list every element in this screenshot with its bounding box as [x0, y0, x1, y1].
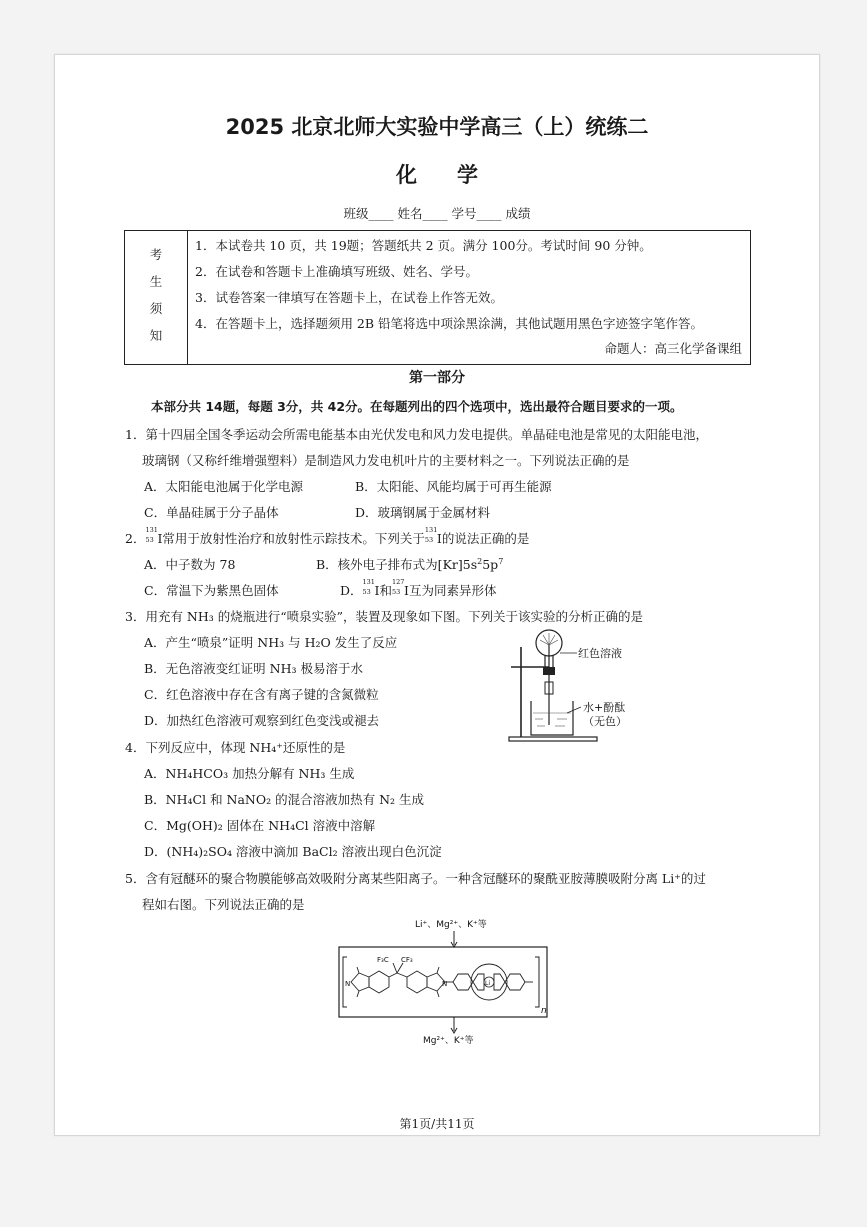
- q5-stem-line1: 5．含有冠醚环的聚合物膜能够高效吸附分离某些阳离子。一种含冠醚环的聚酰亚胺薄膜吸附分离 Li⁺的过: [125, 871, 706, 886]
- notice-label-char: 考: [149, 247, 163, 262]
- exam-title: 2025 北京北师大实验中学高三（上）统练二: [225, 115, 649, 139]
- notice-item: 4．在答题卡上，选择题须用 2B 铅笔将选中项涂黑涂满，其他试题用黑色字迹签字笔作答。: [195, 316, 704, 331]
- notice-label-char: 生: [149, 274, 163, 289]
- q3-option-d: D．加热红色溶液可观察到红色变浅或褪去: [144, 713, 380, 728]
- fountain-apparatus-figure: [507, 627, 652, 745]
- q1-stem-line2: 玻璃钢（又称纤维增强塑料）是制造风力发电机叶片的主要材料之一。下列说法正确的是: [142, 453, 630, 468]
- notice-item: 1．本试卷共 10 页，共 19题；答题纸共 2 页。满分 100分。考试时间 90 分钟。: [195, 238, 652, 253]
- q5-stem-line2: 程如右图。下列说法正确的是: [142, 897, 305, 912]
- q2-option-c: C．常温下为紫黑色固体: [144, 583, 279, 598]
- q1-option-b: B．太阳能、风能均属于可再生能源: [355, 479, 552, 494]
- atom-n-left: N: [345, 980, 351, 988]
- fountain-spray: [540, 633, 558, 645]
- beaker: [531, 701, 573, 735]
- notice-author: 命题人：高三化学备课组: [604, 341, 742, 356]
- label-f3c: F₃C: [377, 956, 389, 964]
- q4-option-d: D．(NH₄)₂SO₄ 溶液中滴加 BaCl₂ 溶液出现白色沉淀: [144, 844, 442, 859]
- q2-option-d: D． 131 53 I和 127 53 I互为同素异形体: [340, 578, 497, 598]
- q4-option-a: A．NH₄HCO₃ 加热分解有 NH₃ 生成: [144, 766, 355, 781]
- q1-option-c: C．单晶硅属于分子晶体: [144, 505, 279, 520]
- q3-option-c: C．红色溶液中存在含有离子键的含氮微粒: [144, 687, 379, 702]
- label-water-phenolphthalein: 水+酚酞: [583, 701, 626, 714]
- section-intro: 本部分共 14题，每题 3分，共 42分。在每题列出的四个选项中，选出最符合题目要求的一项。: [151, 399, 683, 414]
- section-title: 第一部分: [409, 370, 465, 386]
- bracket-right: [535, 957, 539, 1007]
- label-cf3: CF₃: [401, 956, 413, 964]
- crown-ether-polyimide-figure: [337, 915, 565, 1047]
- notice-item: 2．在试卷和答题卡上准确填写班级、姓名、学号。: [195, 264, 478, 279]
- q3-option-a: A．产生“喷泉”证明 NH₃ 与 H₂O 发生了反应: [144, 635, 398, 650]
- notice-item: 3．试卷答案一律填写在答题卡上，在试卷上作答无效。: [195, 290, 503, 305]
- beaker-liquid: [533, 713, 571, 726]
- q1-option-d: D．玻璃钢属于金属材料: [355, 505, 491, 520]
- q1-stem-line1: 1．第十四届全国冬季运动会所需电能基本由光伏发电和风力发电提供。单晶硅电池是常见的太阳能电池，: [125, 427, 708, 442]
- notice-label-column: [125, 231, 188, 364]
- subject-title: 化学: [396, 163, 518, 187]
- label-red-solution: 红色溶液: [578, 647, 622, 660]
- q2-option-a: A．中子数为 78: [144, 557, 236, 572]
- q1-option-a: A．太阳能电池属于化学电源: [144, 479, 304, 494]
- q3-option-b: B．无色溶液变红证明 NH₃ 极易溶于水: [144, 661, 363, 676]
- q4-option-c: C．Mg(OH)₂ 固体在 NH₄Cl 溶液中溶解: [144, 818, 376, 833]
- exam-page: [54, 54, 820, 1136]
- q3-stem: 3．用充有 NH₃ 的烧瓶进行“喷泉实验”，装置及现象如下图。下列关于该实验的分析正确的是: [125, 609, 644, 624]
- q4-stem: 4．下列反应中，体现 NH₄⁺还原性的是: [125, 740, 346, 755]
- page-footer: 第1页/共11页: [399, 1117, 475, 1131]
- q2-option-b: B．核外电子排布式为$[Kr]5s^25p^7$: [316, 556, 504, 572]
- repeat-n: n: [541, 1006, 547, 1016]
- q2-stem: 2． 131 53 I常用于放射性治疗和放射性示踪技术。下列关于 131 53 I的说法正确的是: [125, 526, 530, 546]
- notice-label-char: 知: [149, 328, 163, 343]
- atom-n-right: N: [442, 980, 448, 988]
- notice-label-char: 须: [149, 301, 163, 316]
- label-li: Li: [485, 980, 491, 987]
- label-output-ions: Mg²⁺、K⁺等: [423, 1036, 474, 1046]
- q4-option-b: B．NH₄Cl 和 NaNO₂ 的混合溶液加热有 N₂ 生成: [144, 792, 424, 807]
- student-info-line: 班级____ 姓名____ 学号____ 成绩: [343, 206, 531, 221]
- label-input-ions: Li⁺、Mg²⁺、K⁺等: [415, 920, 487, 930]
- stand-base: [509, 737, 597, 741]
- label-leader-bottom: [567, 707, 581, 713]
- label-colorless: （无色）: [583, 715, 627, 728]
- exam-notice-box: [124, 230, 751, 365]
